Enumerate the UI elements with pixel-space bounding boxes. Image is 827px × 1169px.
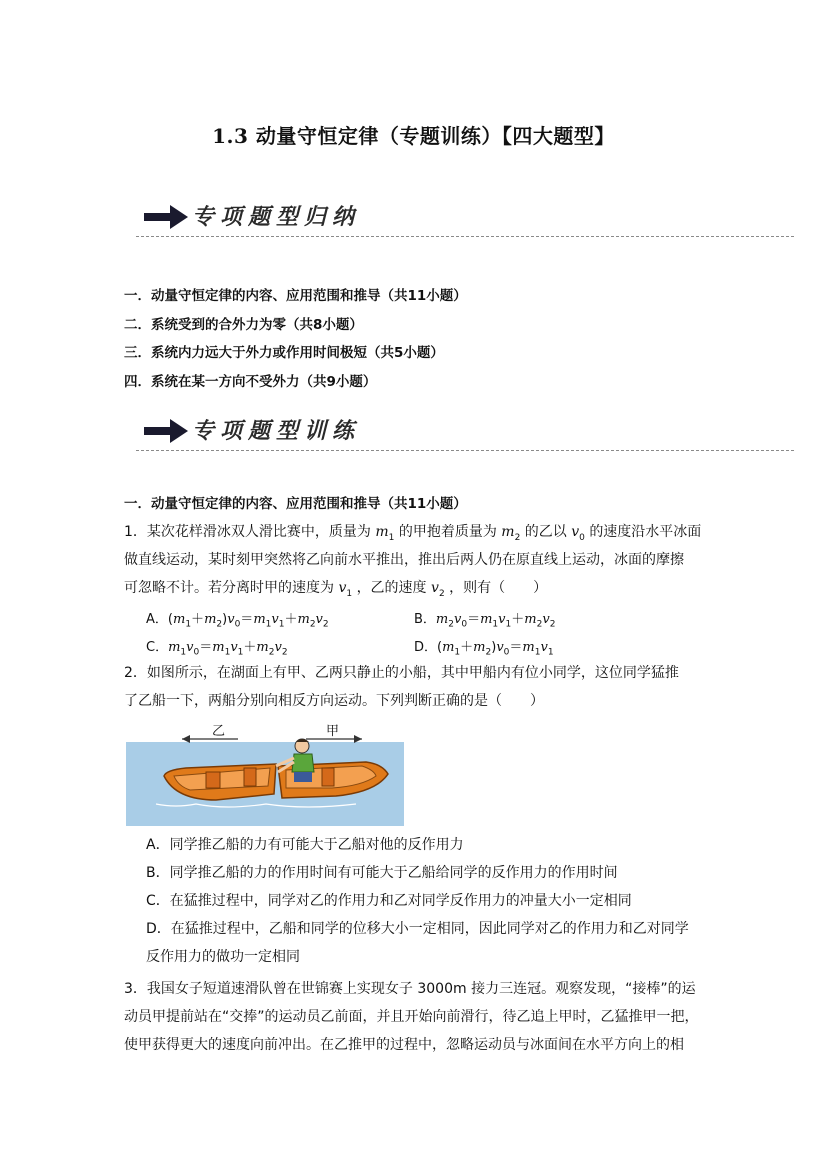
boats-figure bbox=[126, 724, 404, 826]
q2-option-a[interactable]: A．同学推乙船的力有可能大于乙船对他的反作用力 bbox=[146, 837, 464, 853]
q1-option-d[interactable]: D．$(m_1+m_2)v_0=m_1v_1$ bbox=[414, 640, 554, 658]
document-title: 1.3 动量守恒定律（专题训练）【四大题型】 bbox=[212, 124, 615, 148]
arrow-icon bbox=[144, 204, 190, 230]
q1-text: 可忽略不计。若分离时甲的速度为 bbox=[124, 580, 334, 596]
option-letter: C． bbox=[146, 640, 169, 655]
q2-option-d[interactable]: D．在猛推过程中，乙船和同学的位移大小一定相同，因此同学对乙的作用力和乙对同学 bbox=[146, 921, 689, 937]
q1-option-b[interactable]: B．$m_2v_0=m_1v_1+m_2v_2$ bbox=[414, 612, 556, 630]
section-heading: 一．动量守恒定律的内容、应用范围和推导（共11小题） bbox=[124, 496, 467, 512]
banner-summary-text: 专项题型归纳 bbox=[192, 204, 361, 230]
arrow-icon bbox=[144, 418, 190, 444]
boats-illustration bbox=[126, 724, 404, 826]
q2-line1: 2．如图所示，在湖面上有甲、乙两只静止的小船，其中甲船内有位小同学，这位同学猛推 bbox=[124, 665, 679, 681]
q2-option-c[interactable]: C．在猛推过程中，同学对乙的作用力和乙对同学反作用力的冲量大小一定相同 bbox=[146, 893, 632, 909]
q2-option-b[interactable]: B．同学推乙船的力的作用时间有可能大于乙船给同学的反作用力的作用时间 bbox=[146, 865, 618, 881]
q1-option-c[interactable]: C．$m_1v_0=m_1v_1+m_2v_2$ bbox=[146, 640, 288, 658]
q1-text: 的甲抱着质量为 bbox=[398, 524, 497, 540]
option-letter: D． bbox=[414, 640, 438, 655]
banner-summary bbox=[136, 196, 796, 240]
option-letter: A． bbox=[146, 612, 168, 627]
q1-option-a[interactable]: A．$(m_1+m_2)v_0=m_1v_1+m_2v_2$ bbox=[146, 612, 329, 630]
q1-line1: 1．某次花样滑冰双人滑比赛中，质量为 $m_1$ 的甲抱着质量为 $m_2$ 的乙以 $v_0$ 的速度沿水平冰面 bbox=[124, 524, 702, 543]
topic-item: 二．系统受到的合外力为零（共8小题） bbox=[124, 316, 363, 333]
topic-list bbox=[124, 282, 467, 396]
q1-text: ，乙的速度 bbox=[356, 580, 427, 596]
divider bbox=[136, 236, 794, 237]
q1-line3: 可忽略不计。若分离时甲的速度为 $v_1$ ，乙的速度 $v_2$ ，则有（ ） bbox=[124, 580, 548, 599]
q1-line2: 做直线运动，某时刻甲突然将乙向前水平推出，推出后两人仍在原直线上运动，冰面的摩擦 bbox=[124, 552, 684, 568]
figure-label-jia: 甲 bbox=[326, 724, 340, 739]
q2-line2: 了乙船一下，两船分别向相反方向运动。下列判断正确的是（ ） bbox=[124, 693, 544, 709]
topic-item: 四．系统在某一方向不受外力（共9小题） bbox=[124, 373, 377, 390]
q2-option-d-cont: 反作用力的做功一定相同 bbox=[146, 949, 300, 965]
q1-text: 的速度沿水平冰面 bbox=[589, 524, 702, 540]
divider bbox=[136, 450, 794, 451]
option-letter: B． bbox=[414, 612, 436, 627]
q1-text: 1．某次花样滑冰双人滑比赛中，质量为 bbox=[124, 524, 371, 540]
topic-item: 三．系统内力远大于外力或作用时间极短（共5小题） bbox=[124, 345, 444, 361]
banner-training bbox=[136, 410, 796, 454]
figure-label-yi: 乙 bbox=[212, 724, 226, 739]
q1-text: 的乙以 bbox=[524, 524, 567, 540]
topic-item: 一．动量守恒定律的内容、应用范围和推导（共11小题） bbox=[124, 288, 467, 304]
banner-training-text: 专项题型训练 bbox=[192, 418, 361, 444]
q1-text: ，则有（ ） bbox=[449, 580, 548, 596]
q3-line1: 3．我国女子短道速滑队曾在世锦赛上实现女子 3000m 接力三连冠。观察发现，“接棒”的运 bbox=[124, 981, 696, 997]
q3-line2: 动员甲提前站在“交捧”的运动员乙前面，并且开始向前滑行，待乙追上甲时，乙猛推甲一把， bbox=[124, 1009, 699, 1025]
q3-line3: 使甲获得更大的速度向前冲出。在乙推甲的过程中，忽略运动员与冰面间在水平方向上的相 bbox=[124, 1037, 684, 1053]
